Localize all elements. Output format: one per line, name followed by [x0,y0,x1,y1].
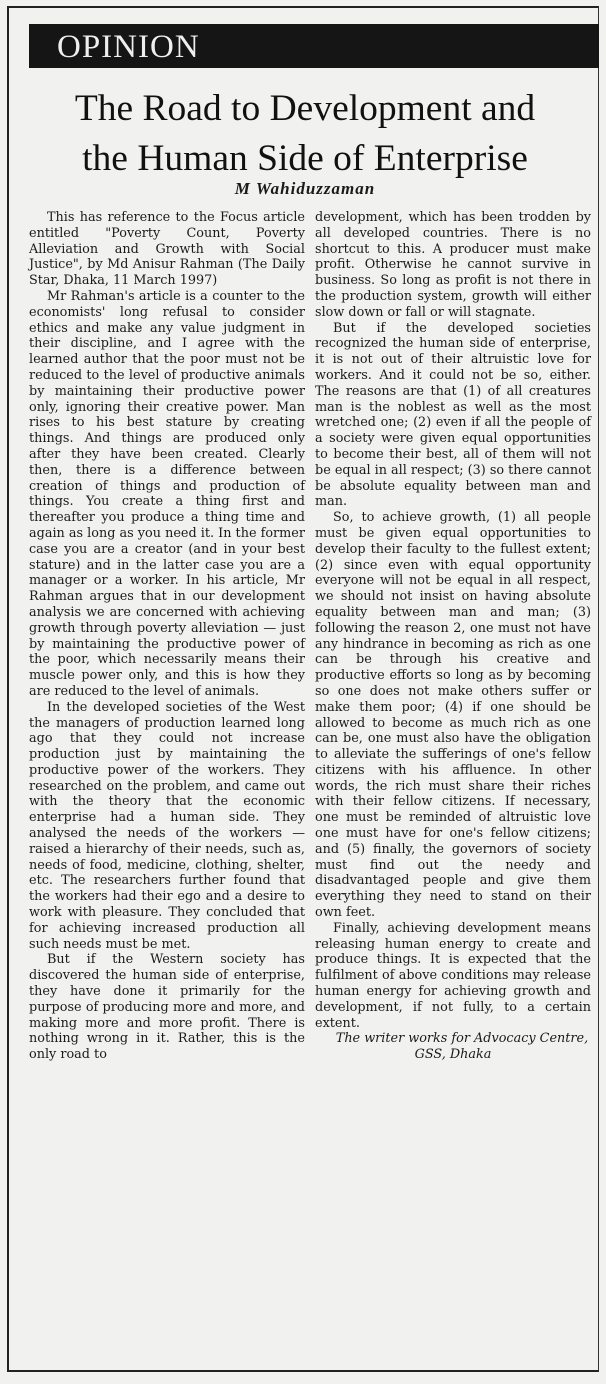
paragraph: Mr Rahman's article is a counter to the economists' long refusal to consider ethics and make any value judgment in their discipline, and I agree with the learned author that the poor must not be reduced to the level of productive animals by maintaining their productive power only, ignoring their creative power. Man rises to his best stature by creating things. And things are produced only after they have been created. Clearly then, there is a difference between creation of things and production of things. You create a thing first and thereafter you produce a thing time and again as long as you need it. In the former case you are a creator (and in your best stature) and in the latter case you are a manager or a worker. In his article, Mr Rahman argues that in our development analysis we are concerned with achieving growth through poverty alleviation — just by maintaining the productive power of the poor, which necessarily means their muscle power only, and this is how they are reduced to the level of animals. [29,288,305,699]
paragraph: But if the developed societies recognized the human side of enterprise, it is not out of their altruistic love for workers. And it could not be so, either. The reasons are that (1) of all creatures man is the noblest as well as the most wretched one; (2) even if all the people of a society were given equal opportunities to become their best, all of them will not be equal in all respect; (3) so there cannot be absolute equality between man and man. [315,320,592,510]
paragraph: So, to achieve growth, (1) all people must be given equal opportunities to develop their faculty to the fullest extent; (2) since even with equal opportunity everyone will not be equal in all respect, we should not insist on having absolute equality between man and man; (3) following the reason 2, one must not have any hindrance in becoming as rich as one can be through his creative and productive efforts so long as by becoming so one does not make others suffer or make them poor; (4) if one should be allowed to become as much rich as one can be, one must also have the obligation to alleviate the sufferings of one's fellow citizens with his affluence. In other words, the rich must share their riches with their fellow citizens. If necessary, one must be reminded of altruistic love one must have for one's fellow citizens; and (5) finally, the governors of society must find out the needy and disadvantaged people and give them everything they need to stand on their own feet. [315,510,591,921]
paragraph: But if the Western society has discovered the human side of enterprise, they have done it primarily for the purpose of producing more and more, and making more and more profit. There is nothing wrong in it. Rather, this is the only road to [29,952,305,1063]
paragraph-continued: development, which has been trodden by all developed countries. There is no shortcut to this. A producer must make profit. Otherwise he cannot survive in business. So long as profit is not there in the production system, growth will either slow down or fall or will stagnate. [315,210,591,320]
paragraph: In the developed societies of the West the managers of production learned long ago that they could not increase production just by maintaining the productive power of the workers. They researched on the problem, and came out with the theory that the economic enterprise had a human side. They analysed the needs of the workers — raised a hierarchy of their needs, such as, needs of food, medicine, clothing, shelter, etc. The researchers further found that the workers had their ego and a desire to work with pleasure. They concluded that for achieving increased production all such needs must be met. [29,699,305,952]
headline-line-1: The Road to Development and [74,88,536,129]
headline-line-2: the Human Side of Enterprise [82,138,528,179]
section-label: OPINION [57,29,200,65]
article-headline [9,84,601,184]
paragraph: This has reference to the Focus article entitled "Poverty Count, Poverty Alleviation and Growth with Social Justice", by Md Anisur Rahman (The Daily Star, Dhaka, 11 March 1997) [29,210,305,289]
left-column [29,210,305,1063]
right-column [315,210,591,1063]
article-clipping [7,6,599,1372]
section-banner [29,24,599,68]
paragraph: Finally, achieving development means releasing human energy to create and produce things. It is expected that the fulfilment of above conditions may release human energy for achieving growth and development, if not fully, to a certain extent. [315,920,591,1031]
author-byline: M Wahiduzzaman [234,179,376,198]
author-credit: The writer works for Advocacy Centre, GSS, Dhaka [335,1031,589,1063]
